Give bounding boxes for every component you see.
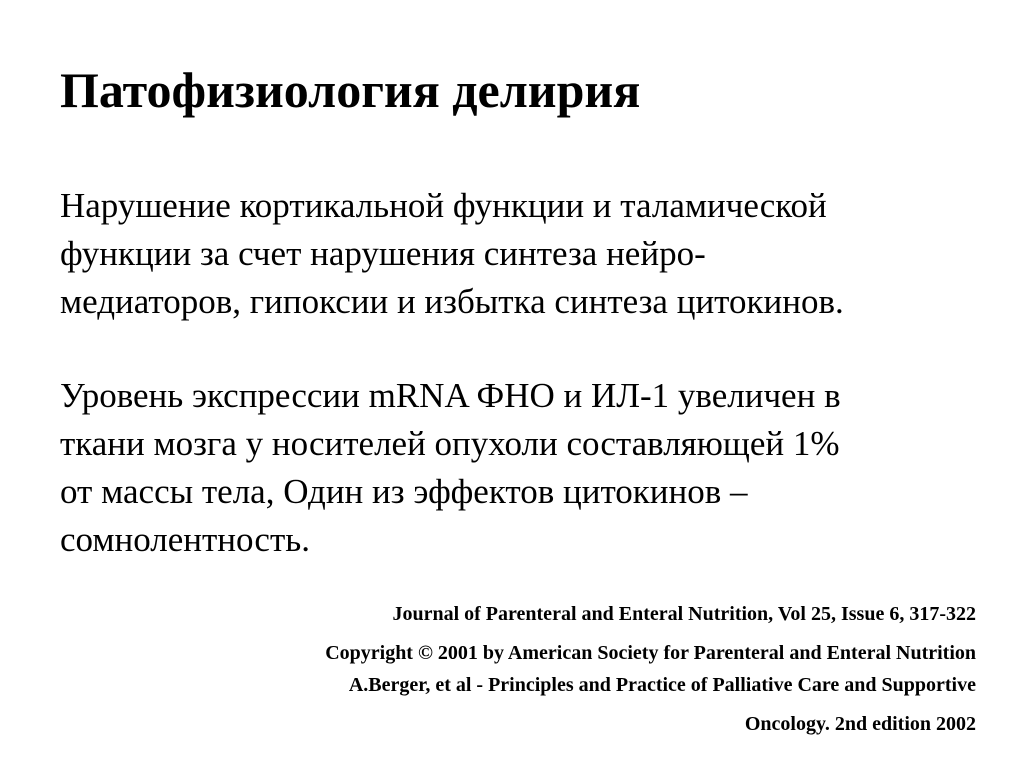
paragraph-line: ткани мозга у носителей опухоли составляющей 1% xyxy=(60,424,840,463)
paragraph-line: медиаторов, гипоксии и избытка синтеза цитокинов. xyxy=(60,282,844,321)
paragraph-line: Нарушение кортикальной функции и таламической xyxy=(60,186,827,225)
paragraph-line: Уровень экспрессии mRNA ФНО и ИЛ-1 увеличен в xyxy=(60,376,841,415)
reference-line: A.Berger, et al - Principles and Practice of Palliative Care and Supportive xyxy=(348,674,976,696)
reference-line: Oncology. 2nd edition 2002 xyxy=(744,713,976,735)
paragraph-line: сомнолентность. xyxy=(60,520,310,559)
reference-line: Journal of Parenteral and Enteral Nutrition, Vol 25, Issue 6, 317-322 xyxy=(392,603,976,625)
slide-title: Патофизиология делирия xyxy=(60,62,641,118)
paragraph-line: от массы тела, Один из эффектов цитокинов – xyxy=(60,472,748,511)
reference-line: Copyright © 2001 by American Society for Parenteral and Enteral Nutrition xyxy=(325,642,976,664)
paragraph-line: функции за счет нарушения синтеза нейро- xyxy=(60,234,706,273)
